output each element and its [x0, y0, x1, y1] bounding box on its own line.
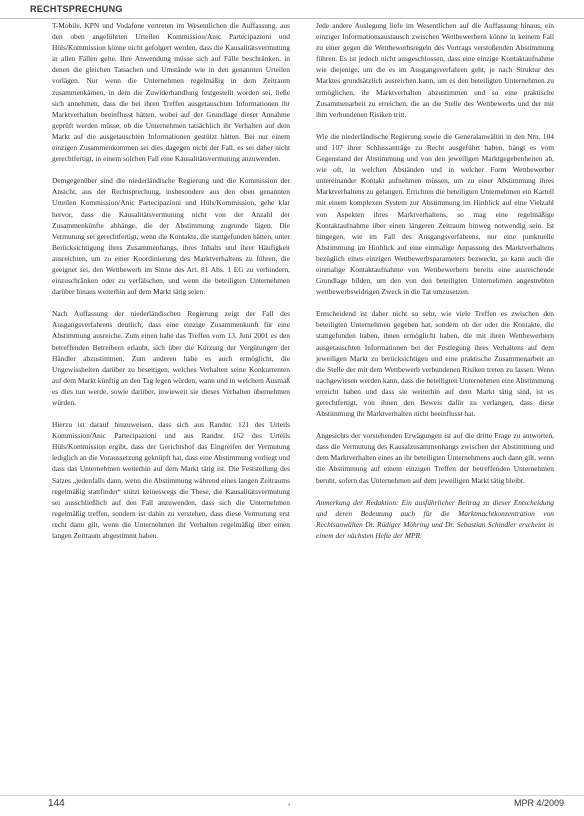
page-number: 144: [48, 798, 65, 809]
center-mark: •: [288, 801, 291, 809]
body-paragraph: Nach Auffassung der niederländischen Regierung zeigt der Fall des Ausgangsverfahrens deutlich, dass eine einzige Zusammenkunft für eine Abstimmung ausreiche. Zum einen habe das Treffen vom 13. Juni 2001 es den betreffenden Betreibern erlaubt, sich über die Kürzung der Vergütungen der Händler abzustimmen. Zum anderen habe es auch ermöglicht, die Ungewissheiten darüber zu beseitigen, welches Verhalten seine Konkurrenten auf dem Markt künftig an den Tag legen würden, wann und in welchem Ausmaß es dies tun werde, sowie darüber, inwieweit sie dieses Verhalten übernehmen würden.: [52, 309, 290, 407]
body-paragraph: Wie die niederländische Regierung sowie die Generalanwältin in den Nrn. 104 und 107 ihrer Schlussanträge zu Recht ausgeführt haben, hängt es vom Gegenstand der Abstimmung und von den jeweiligen Marktgegebenheiten ab, wie oft, in welchen Abständen und in welcher Form Wettbewerber untereinander Kontakt aufnehmen müssen, um zu einer Abstimmung ihres Marktverhaltens zu gelangen. Errichten die beteiligten Unternehmen ein Kartell mit einem komplexen System zur Abstimmung im Hinblick auf eine Vielzahl von Aspekten ihres Marktverhaltens, so mag eine regelmäßige Kontaktaufnahme über einen längeren Zeitraum hinweg notwendig sein. Ist hingegen, wie im Fall des Ausgangsverfahrens, nur eine punktuelle Abstimmung im Hinblick auf eine einmalige Anpassung des Marktverhaltens bezüglich eines einzigen Wettbewerbsparameters bezweckt, so kann auch die einmalige Kontaktaufnahme von Wettbewerbern bereits eine ausreichende Grundlage bilden, um den von den beteiligten Unternehmen angestrebten wettbewerbswidrigen Zweck in die Tat umzusetzen.: [316, 131, 554, 297]
section-header: RECHTSPRECHUNG: [30, 4, 123, 14]
header-divider: [0, 18, 584, 19]
footer-divider: [0, 795, 584, 796]
right-column: [316, 20, 554, 790]
body-paragraph: Jede andere Auslegung liefe im Wesentlichen auf die Auffassung hinaus, ein einziger Informationsaustausch zwischen Wettbewerbern könne in keinem Fall zu einer gegen die Wettbewerbsregeln des Vertrags verstoßenden Abstimmung führen. Es ist jedoch nicht ausgeschlossen, dass eine einzige Kontaktaufnahme wie diejenige, um die es im Ausgangsverfahren geht, je nach Struktur des Marktes grundsätzlich ausreichen kann, um es den beteiligten Unternehmen zu ermöglichen, ihr Marktverhalten abzustimmen und so eine praktische Zusammenarbeit zu erreichen, die an die Stelle des Wettbewerbs und der mit ihm verbundenen Risiken tritt.: [316, 21, 554, 119]
journal-issue: MPR 4/2009: [514, 798, 565, 808]
editorial-note: Anmerkung der Redaktion: Ein ausführlicher Beitrag zu dieser Entscheidung und deren Bedeutung auch für die Marktmachtkonzentration von Rechtsanwälten Dr. Rüdiger Möhring und Dr. Sebastian Schindler erscheint in einem der nächsten Hefte der MPR.: [316, 497, 554, 540]
body-paragraph: Angesichts der vorstehenden Erwägungen ist auf die dritte Frage zu antworten, dass die Vermutung des Kausalzusammenhangs zwischen der Abstimmung und dem Marktverhalten eines an ihr beteiligten Unternehmens auch dann gilt, wenn die Abstimmung auf einem einzigen Treffen der betreffenden Unternehmen beruht, sofern das Unternehmen auf dem jeweiligen Markt tätig bleibt.: [316, 431, 554, 485]
body-paragraph: Demgegenüber sind die niederländische Regierung und die Kommission der Ansicht, aus der Rechtsprechung, insbesondere aus den oben genannten Urteilen Kommission/Anic Partecipazioni und Hüls/Kommission, gehe klar hervor, dass die Kausalitätsvermutung nicht von der Anzahl der Zusammenkünfte abhänge, die der Abstimmung zugrunde lägen. Die Vermutung sei gerechtfertigt, wenn die Kontakte, die stattgefunden hätten, unter Berücksichtigung ihres Zusammenhangs, ihres Inhalts und ihrer Häufigkeit ausreichten, um zu einer Koordinierung des Marktverhaltens zu führen, die geeignet sei, den Wettbewerb im Sinne des Art. 81 Abs. 1 EG zu verhindern, einzuschränken oder zu verfälschen, und wenn die beteiligten Unternehmen darüber hinaus weiterhin auf dem Markt tätig seien.: [52, 176, 290, 297]
body-paragraph: Entscheidend ist daher nicht so sehr, wie viele Treffen es zwischen den beteiligten Unternehmen gegeben hat, sondern ob der oder die Kontakte, die stattgefunden haben, ihnen ermöglicht haben, die mit ihren Wettbewerbern ausgetauschten Informationen bei der Festlegung ihres Verhaltens auf dem jeweiligen Markt zu berücksichtigen und eine praktische Zusammenarbeit an die Stelle der mit dem Wettbewerb verbundenen Risiken treten zu lassen. Wenn nachgewiesen werden kann, dass die beteiligten Unternehmen eine Abstimmung erreicht haben und dass sie weiterhin auf dem Markt tätig sind, ist es gerechtfertigt, von ihnen den Beweis dafür zu verlangen, dass diese Abstimmung ihr Marktverhalten nicht beeinflusst hat.: [316, 309, 554, 419]
body-paragraph: T-Mobile, KPN und Vodafone vertreten im Wesentlichen die Auffassung, aus den oben angeführten Urteilen Kommission/Anic Partecipazioni und Hüls/Kommission könne nicht gefolgert werden, dass die Kausalitätsvermutung in allen Fällen gelte. Ihre Anwendung müsse sich auf Fälle beschränken, in denen die gleichen Tatsachen und Umstände wie in den genannten Urteilen vorlägen. Nur wenn die Unternehmen regelmäßig in dem Zeitraum zusammenkämen, in dem die Zuwiderhandlung festgestellt worden sei, ließe sich annehmen, dass die bei ihren Treffen ausgetauschten Informationen ihr Marktverhalten beeinflusst hätten, wobei auf der Grundlage dieser Annahme geprüft werden müsse, ob die Unternehmen tatsächlich ihr Verhalten auf dem Markt auf die ausgetauschten Informationen gestützt hätten. Bei nur einem einzigen Zusammenkommen sei dies dagegen nicht der Fall, es sei daher nicht gerechtfertigt, in einem solchen Fall eine Kausalitätsvermutung anzuwenden.: [52, 21, 290, 164]
left-column: [52, 20, 290, 790]
body-paragraph: Hierzu ist darauf hinzuweisen, dass sich aus Randnr. 121 des Urteils Kommission/Anic Partecipazioni und aus Randnr. 162 des Urteils Hüls/Kommission ergibt, dass der Gerichtshof das Eingreifen der Vermutung lediglich an die Voraussetzung geknüpft hat, dass eine Abstimmung vorliegt und dass das Unternehmen weiterhin auf dem Markt tätig ist. Die Feststellung des Satzes „jedenfalls dann, wenn die Abstimmung während eines langen Zeitraums regelmäßig stattfindet“ stützt keineswegs die These, die Kausalitätsvermutung sei ausschließlich auf den Fall anzuwenden, dass sich die Unternehmen regelmäßig treffen, sondern ist dahin zu verstehen, dass diese Vermutung erst recht dann gilt, wenn die Unternehmen ihr Verhalten regelmäßig über einen langen Zeitraum abgestimmt haben.: [52, 420, 290, 541]
